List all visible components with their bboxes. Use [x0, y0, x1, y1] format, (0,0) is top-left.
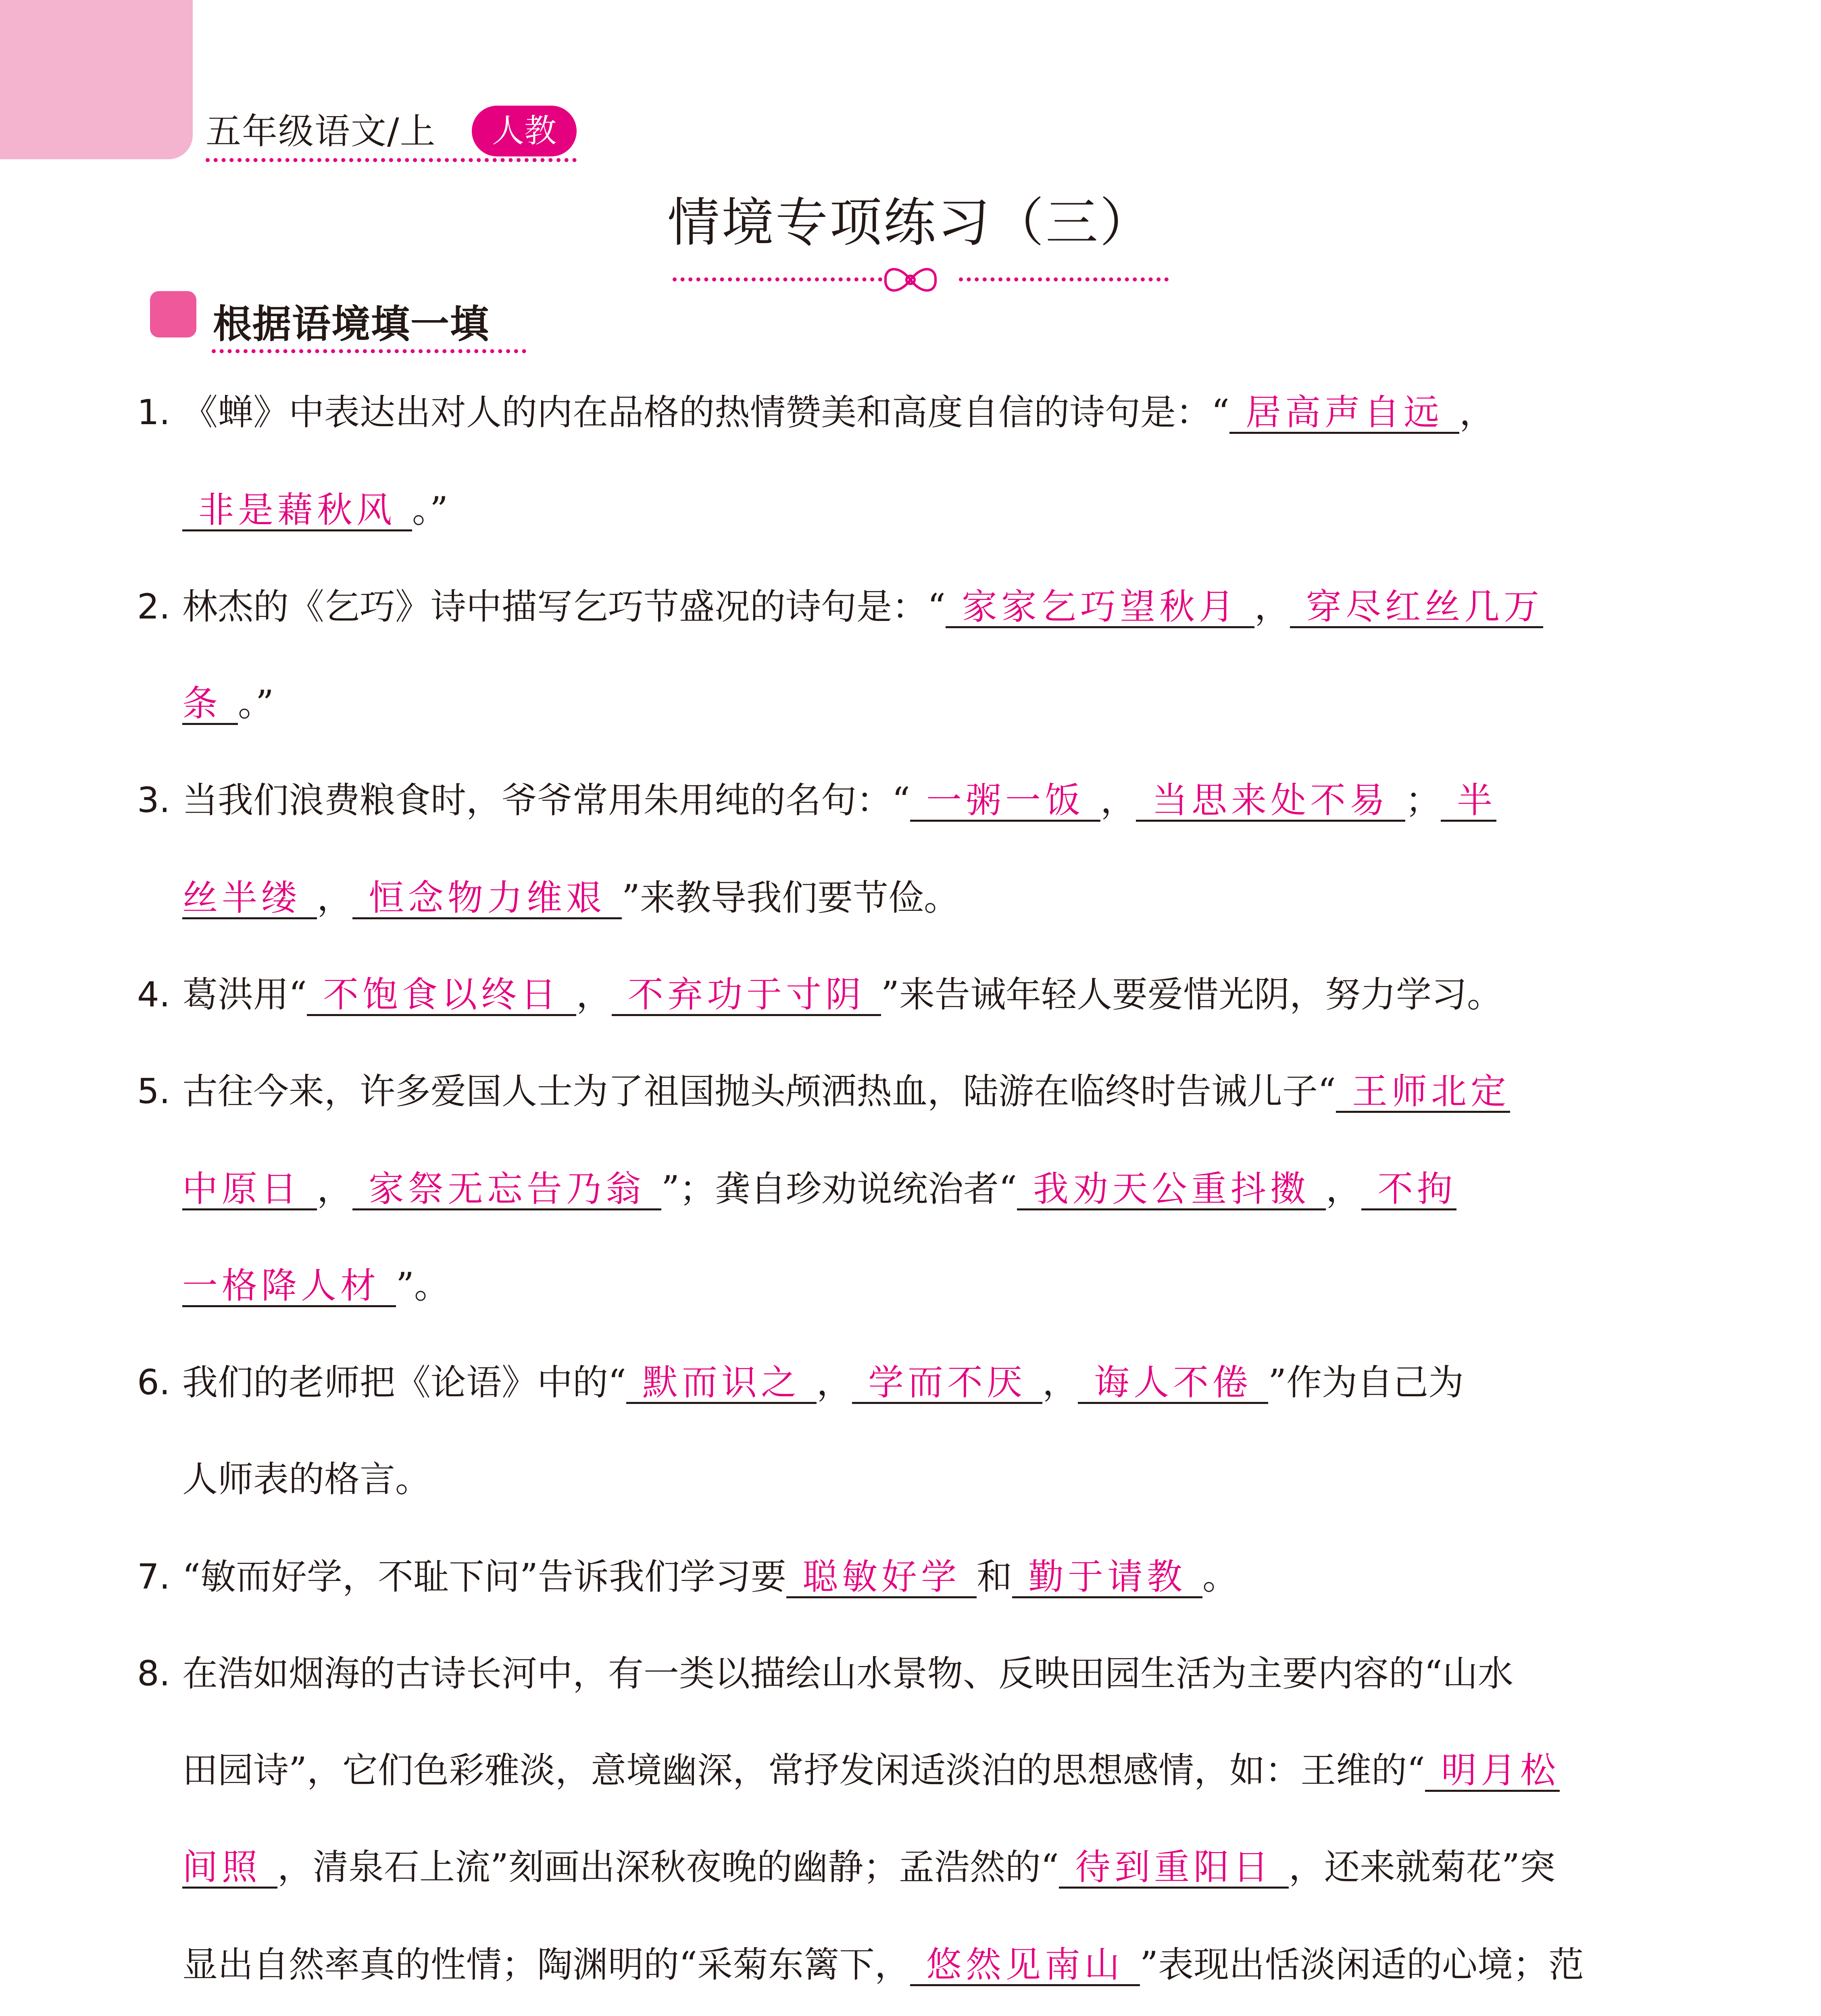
question-8-line-1: 在浩如烟海的古诗长河中，有一类以描绘山水景物、反映田园生活为主要内容的“山水 — [182, 1653, 1513, 1694]
answer-blank: 一格降人材 — [182, 1266, 396, 1307]
question-number: 8. — [137, 1654, 171, 1694]
question-3-line-2: 丝半缕 ， 恒念物力维艰 ”来教导我们要节俭。 — [182, 877, 960, 918]
bow-icon — [882, 264, 939, 296]
question-number: 3. — [137, 780, 171, 821]
corner-tab — [0, 0, 193, 159]
answer-blank: 不弃功于寸阴 — [612, 975, 881, 1016]
edition-badge: 人教 — [472, 106, 577, 156]
title-divider-right — [959, 277, 1169, 281]
answer-blank: 恒念物力维艰 — [352, 879, 622, 919]
answer-blank: 诲人不倦 — [1078, 1363, 1268, 1404]
answer-blank: 家祭无忘告乃翁 — [352, 1170, 661, 1210]
page-title: 情境专项练习（三） — [667, 192, 1154, 253]
answer-blank: 丝半缕 — [182, 879, 317, 919]
question-6-line-1: 我们的老师把《论语》中的“ 默而识之 ， 学而不厌 ， 诲人不倦 ”作为自己为 — [182, 1362, 1464, 1403]
answer-blank: 不拘 — [1361, 1170, 1456, 1210]
title-divider-left — [673, 277, 882, 281]
question-4-line-1: 葛洪用“ 不饱食以终日 ， 不弃功于寸阴 ”来告诫年轻人要爱惜光阴，努力学习。 — [182, 974, 1503, 1015]
answer-blank: 勤于请教 — [1012, 1558, 1202, 1598]
answer-blank: 学而不厌 — [852, 1363, 1042, 1404]
answer-blank: 聪敏好学 — [786, 1558, 977, 1598]
question-6-line-2: 人师表的格言。 — [182, 1458, 431, 1500]
section-badge — [150, 291, 196, 337]
question-number: 7. — [137, 1557, 171, 1597]
header-rule — [206, 158, 577, 162]
question-1-line-2: 非是藉秋风 。” — [182, 488, 1674, 532]
question-5-line-3: 一格降人材 ”。 — [182, 1265, 450, 1306]
answer-blank: 中原日 — [182, 1170, 317, 1210]
question-8-line-2: 田园诗”，它们色彩雅淡，意境幽深，常抒发闲适淡泊的思想感情，如：王维的“ 明月松 — [182, 1749, 1560, 1791]
question-2-line-1: 林杰的《乞巧》诗中描写乞巧节盛况的诗句是：“ 家家乞巧望秋月 ， 穿尽红丝几万 — [182, 586, 1544, 627]
answer-blank: 不饱食以终日 — [307, 975, 576, 1016]
answer-blank: 家家乞巧望秋月 — [946, 587, 1254, 628]
question-8-line-4: 显出自然率真的性情；陶渊明的“采菊东篱下， 悠然见南山 ”表现出恬淡闲适的心境；范 — [182, 1944, 1584, 1985]
answer-blank: 居高声自远 — [1229, 393, 1459, 434]
question-number: 4. — [137, 975, 171, 1015]
answer-blank: 穿尽红丝几万 — [1290, 587, 1543, 628]
question-number: 5. — [137, 1071, 171, 1112]
answer-blank: 明月松 — [1425, 1751, 1560, 1792]
answer-blank: 当思来处不易 — [1136, 781, 1405, 822]
section-rule — [212, 349, 526, 353]
question-1-line-1: 《蝉》中表达出对人的内在品格的热情赞美和高度自信的诗句是：“ 居高声自远 ， — [182, 392, 1495, 433]
question-8-line-3: 间照 ，清泉石上流”刻画出深秋夜晚的幽静；孟浩然的“ 待到重阳日 ，还来就菊花”突 — [182, 1846, 1556, 1888]
question-number: 1. — [137, 392, 171, 433]
question-2-line-2: 条 。” — [182, 683, 274, 724]
answer-blank: 王师北定 — [1336, 1072, 1510, 1113]
question-5-line-2: 中原日 ， 家祭无忘告乃翁 ”；龚自珍劝说统治者“ 我劝天公重抖擞 ， 不拘 — [182, 1168, 1457, 1210]
question-number: 2. — [137, 587, 171, 627]
answer-blank: 悠然见南山 — [910, 1945, 1140, 1986]
section-heading: 根据语境填一填 — [213, 302, 490, 347]
answer-blank: 半 — [1441, 781, 1496, 822]
answer-blank: 条 — [182, 684, 238, 725]
question-5-line-1: 古往今来，许多爱国人士为了祖国抛头颅洒热血，陆游在临终时告诫儿子“ 王师北定 — [182, 1070, 1511, 1112]
question-7-line-1: “敏而好学，不耻下问”告诉我们学习要 聪敏好学 和 勤于请教 。 — [182, 1556, 1238, 1597]
answer-blank: 一粥一饭 — [910, 781, 1100, 822]
answer-blank: 默而识之 — [626, 1363, 817, 1404]
answer-blank: 待到重阳日 — [1059, 1848, 1289, 1889]
answer-blank: 间照 — [182, 1848, 277, 1889]
grade-label: 五年级语文/上 — [206, 110, 436, 152]
question-3-line-1: 当我们浪费粮食时，爷爷常用朱用纯的名句：“ 一粥一饭 ， 当思来处不易 ； 半 — [182, 779, 1497, 821]
answer-blank: 非是藉秋风 — [182, 491, 412, 531]
answer-blank: 我劝天公重抖擞 — [1017, 1170, 1326, 1210]
question-number: 6. — [137, 1362, 171, 1403]
